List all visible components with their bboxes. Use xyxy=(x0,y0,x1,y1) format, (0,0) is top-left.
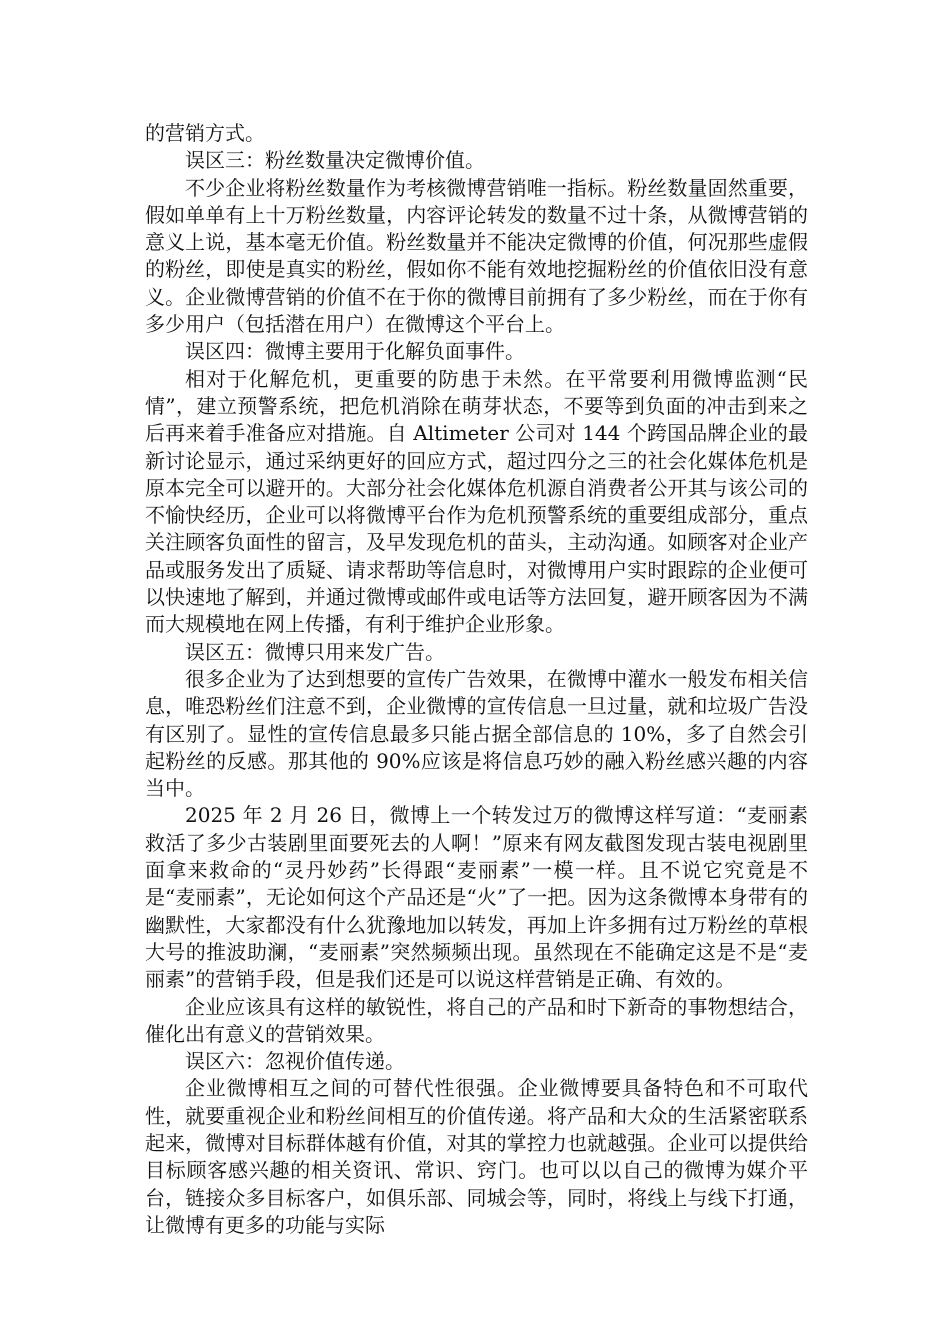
section-heading-myth-5: 误区五：微博只用来发广告。 xyxy=(185,639,445,664)
section-heading-myth-3: 误区三：粉丝数量决定微博价值。 xyxy=(185,148,485,173)
section-heading-myth-6: 误区六：忽视价值传递。 xyxy=(185,1049,405,1074)
paragraph-continuation: 的营销方式。 xyxy=(145,121,265,145)
paragraph-myth-4: 相对于化解危机，更重要的防患于未然。在平常要利用微博监测“民情”，建立预警系统，把危机消除在萌芽状态，不要等到负面的冲击到来之后再来着手准备应对措施。自 Altimeter 公司对 144 个跨国品牌企业的最新讨论显示，通过采纳更好的回应方式，超过四分之三的社会化媒体危机是原本完全可以避开的。大部分社会化媒体危机源自消费者公开其与该公司的不愉快经历，企业可以将微博平台作为危机预警系统的重要组成部分，重点关注顾客负面性的留言，及早发现危机的苗头，主动沟通。如顾客对企业产品或服务发出了质疑、请求帮助等信息时，对微博用户实时跟踪的企业便可以快速地了解到，并通过微博或邮件或电话等方法回复，避开顾客因为不满而大规模地在网上传播，有利于维护企业形象。 xyxy=(145,366,808,637)
paragraph-myth-5: 很多企业为了达到想要的宣传广告效果，在微博中灌水一般发布相关信息，唯恐粉丝们注意不到，企业微博的宣传信息一旦过量，就和垃圾广告没有区别了。显性的宣传信息最多只能占据全部信息的 10%，多了自然会引起粉丝的反感。那其他的 90%应该是将信息巧妙的融入粉丝感兴趣的内容当中。 xyxy=(145,666,808,801)
paragraph-conclusion: 企业应该具有这样的敏锐性，将自己的产品和时下新奇的事物想结合，催化出有意义的营销效果。 xyxy=(145,994,808,1046)
section-heading-myth-4: 误区四：微博主要用于化解负面事件。 xyxy=(185,339,525,364)
paragraph-example: 2025 年 2 月 26 日，微博上一个转发过万的微博这样写道：“麦丽素救活了多少古装剧里面要死去的人啊！”原来有网友截图发现古装电视剧里面拿来救命的“灵丹妙药”长得跟“麦丽素”一模一样。且不说它究竟是不是“麦丽素”，无论如何这个产品还是“火”了一把。因为这条微博本身带有的幽默性，大家都没有什么犹豫地加以转发，再加上许多拥有过万粉丝的草根大号的推波助澜，“麦丽素”突然频频出现。虽然现在不能确定这是不是“麦丽素”的营销手段，但是我们还是可以说这样营销是正确、有效的。 xyxy=(145,803,808,992)
paragraph-myth-6: 企业微博相互之间的可替代性很强。企业微博要具备特色和不可取代性，就要重视企业和粉丝间相互的价值传递。将产品和大众的生活紧密联系起来，微博对目标群体越有价值，对其的掌控力也就越强。企业可以提供给目标顾客感兴趣的相关资讯、常识、窍门。也可以以自己的微博为媒介平台，链接众多目标客户，如俱乐部、同城会等，同时，将线上与线下打通，让微博有更多的功能与实际 xyxy=(145,1076,808,1237)
paragraph-myth-3: 不少企业将粉丝数量作为考核微博营销唯一指标。粉丝数量固然重要，假如单单有上十万粉丝数量，内容评论转发的数量不过十条，从微博营销的意义上说，基本毫无价值。粉丝数量并不能决定微博的价值，何况那些虚假的粉丝，即使是真实的粉丝，假如你不能有效地挖掘粉丝的价值依旧没有意义。企业微博营销的价值不在于你的微博目前拥有了多少粉丝，而在于你有多少用户（包括潜在用户）在微博这个平台上。 xyxy=(145,175,808,337)
article-body xyxy=(145,120,808,1239)
